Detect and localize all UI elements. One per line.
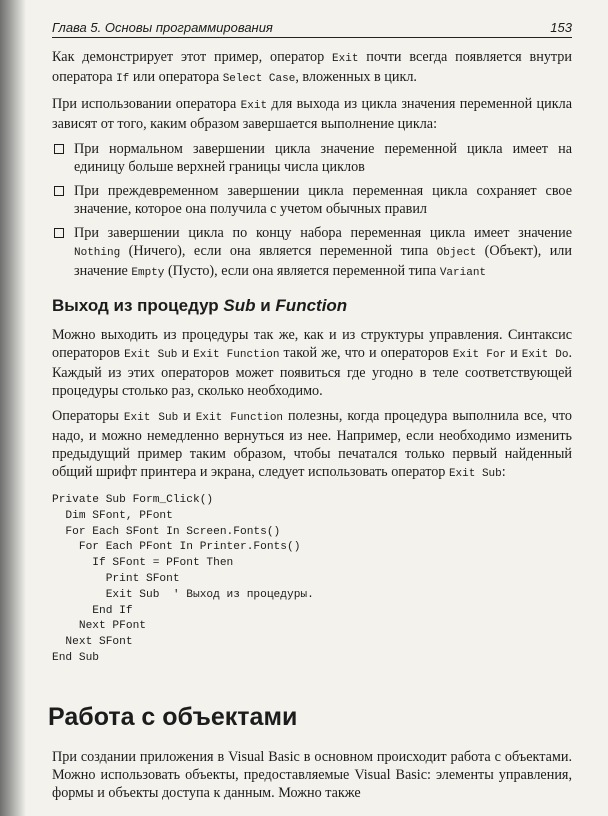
code-inline: Exit bbox=[240, 100, 268, 112]
code-inline: Exit Function bbox=[193, 349, 280, 361]
code-inline: Exit Sub bbox=[124, 349, 178, 361]
section-heading: Выход из процедур Sub и Function bbox=[52, 296, 348, 315]
list-item: При нормальном завершении цикла значение переменной цикла имеет на единицу больше верхней границы числа циклов bbox=[52, 140, 572, 176]
paragraph-exit-intro: Как демонстрирует этот пример, оператор Exit почти всегда появляется внутри оператора If или оператора Select Case, вложенных в цикл. bbox=[52, 49, 572, 85]
code-inline: If bbox=[116, 73, 130, 85]
code-inline: Exit Do bbox=[521, 349, 569, 361]
code-line: Exit Sub ' Выход из процедуры. bbox=[52, 588, 314, 601]
paragraph-objects-intro: При создании приложения в Visual Basic в основном происходит работа с объектами. Можно использовать объекты, предоставляемые Visual Basic: элементы управления, формы и объекты доступа к данным. Можно также bbox=[52, 748, 572, 801]
code-line: For Each SFont In Screen.Fonts() bbox=[52, 525, 281, 538]
code-inline: Select Case bbox=[222, 73, 296, 85]
checkbox-bullet-icon bbox=[54, 144, 64, 154]
code-inline: Nothing bbox=[74, 247, 121, 259]
code-inline: Empty bbox=[131, 267, 165, 279]
list-item: При завершении цикла по концу набора переменная цикла имеет значение Nothing (Ничего), если она является переменной типа Object (Объект), или значение Empty (Пусто), если она является переменной типа Variant bbox=[52, 224, 572, 282]
running-header bbox=[52, 20, 572, 38]
code-line: Next PFont bbox=[52, 620, 146, 633]
checkbox-bullet-icon bbox=[54, 228, 64, 238]
book-page bbox=[48, 20, 573, 809]
list-item: При преждевременном завершении цикла переменная цикла сохраняет свое значение, которое она получила с учетом обычных правил bbox=[52, 182, 572, 218]
code-inline: Object bbox=[436, 247, 477, 259]
code-line: End Sub bbox=[52, 651, 99, 664]
bullet-list bbox=[52, 140, 572, 282]
code-inline: Exit bbox=[332, 53, 359, 65]
page-number: 153 bbox=[550, 20, 572, 35]
code-inline: Variant bbox=[439, 267, 487, 279]
chapter-title: Глава 5. Основы программирования bbox=[52, 20, 273, 35]
code-inline: Exit Sub bbox=[448, 468, 502, 480]
paragraph-exit-sub: Можно выходить из процедуры так же, как и из структуры управления. Синтаксис операторов Exit Sub и Exit Function такой же, что и операторов Exit For и Exit Do. Каждый из этих операторов может появиться где угодно в теле соответствующей процедуры столько раз, сколько необходимо. bbox=[52, 327, 573, 399]
code-line: Dim SFont, PFont bbox=[52, 509, 173, 522]
code-line: Private Sub Form_Click() bbox=[52, 494, 214, 506]
checkbox-bullet-icon bbox=[54, 186, 64, 196]
code-listing bbox=[52, 493, 572, 667]
paragraph-loop-values: При использовании оператора Exit для выхода из цикла значения переменной цикла зависят от того, каким образом завершается выполнение цикла: bbox=[52, 96, 572, 132]
code-inline: Exit Function bbox=[195, 412, 284, 424]
code-inline: Exit For bbox=[452, 349, 507, 361]
code-line: If SFont = PFont Then bbox=[52, 557, 234, 570]
chapter-heading: Работа с объектами bbox=[48, 702, 298, 731]
code-inline: Exit Sub bbox=[123, 412, 179, 424]
paragraph-exit-example: Операторы Exit Sub и Exit Function полезны, когда процедура выполнила все, что надо, и можно немедленно вернуться из нее. Например, если необходимо изменить предыдущий пример таким образом, чтобы печатался только первый найденный общий шрифт принтера и экрана, следует использовать оператор Exit Sub: bbox=[52, 408, 572, 480]
code-line: Next SFont bbox=[52, 636, 133, 649]
code-line: For Each PFont In Printer.Fonts() bbox=[52, 541, 301, 554]
book-spine-shadow bbox=[0, 0, 26, 816]
code-line: End If bbox=[52, 604, 133, 617]
code-line: Print SFont bbox=[52, 572, 180, 585]
